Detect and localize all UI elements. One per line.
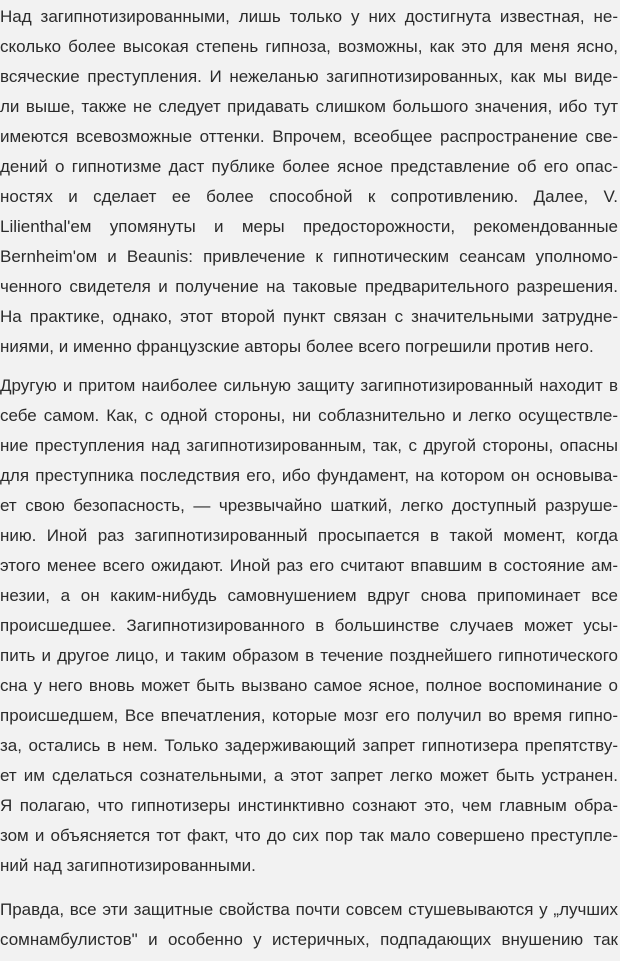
text-line: сомнамбулистов" и особенно у истеричных, подпадающих внушению так: [0, 930, 618, 949]
text-line: На практике, однако, этот второй пункт связан с значительными затрудне-: [0, 307, 618, 326]
text-line: ченного свидетеля и получение на таковые предварительного разрешения.: [0, 277, 618, 296]
text-line: сколько более высокая степень гипноза, возможны, как это для меня ясно,: [0, 37, 618, 56]
text-line: Над загипнотизированными, лишь только у них достигнута известная, не-: [0, 7, 618, 26]
text-line: для преступника последствия его, ибо фундамент, на котором он основыва-: [0, 466, 618, 485]
text-line: незии, а он каким-нибудь самовнушением вдруг снова припоминает все: [0, 586, 618, 605]
text-line: зом и объясняется тот факт, что до сих пор так мало совершено преступле-: [0, 826, 618, 845]
text-line: ний над загипнотизированными.: [0, 856, 256, 875]
text-line: Правда, все эти защитные свойства почти совсем стушевываются у „лучших: [0, 900, 618, 919]
text-line: сна у него вновь может быть вызвано самое ясное, полное воспоминание о: [0, 676, 618, 695]
text-line: ние преступления над загипнотизированным, так, с другой стороны, опасны: [0, 436, 618, 455]
text-line: за, остались в нем. Только задерживающий запрет гипнотизера препятству-: [0, 736, 618, 755]
text-line: Другую и притом наиболее сильную защиту загипнотизированный находит в: [0, 376, 618, 395]
text-line: себе самом. Как, с одной стороны, ни соблазнительно и легко осуществле-: [0, 406, 618, 425]
text-line: Я полагаю, что гипнотизеры инстинктивно сознают это, чем главным обра-: [0, 796, 618, 815]
text-line: нию. Иной раз загипнотизированный просыпается в такой момент, когда: [0, 526, 618, 545]
text-line: этого менее всего ожидают. Иной раз его считают впавшим в состояние ам-: [0, 556, 618, 575]
text-line: ностях и сделает ее более способной к сопротивлению. Далее, V.: [0, 187, 618, 206]
text-line: пить и другое лицо, и таким образом в течение позднейшего гипнотического: [0, 646, 618, 665]
text-line: всяческие преступления. И нежеланью загипнотизированных, как мы виде-: [0, 67, 618, 86]
text-line: ет свою безопасность, — чрезвычайно шаткий, легко доступный разруше-: [0, 496, 618, 515]
text-line: ет им сделаться сознательными, а этот запрет легко может быть устранен.: [0, 766, 618, 785]
text-line: происшедшее. Загипнотизированного в большинстве случаев может усы-: [0, 616, 618, 635]
text-line: Lilienthal'ем упомянуты и меры предосторожности, рекомендованные: [0, 217, 618, 236]
text-line: ниями, и именно французские авторы более всего погрешили против него.: [0, 337, 594, 356]
text-line: имеются всевозможные оттенки. Впрочем, всеобщее распространение све-: [0, 127, 618, 146]
text-line: происшедшем, Все впечатления, которые мозг его получил во время гипно-: [0, 706, 618, 725]
text-line: Bernheim'ом и Beaunis: привлечение к гипнотическим сеансам уполномо-: [0, 247, 618, 266]
text-line: дений о гипнотизме даст публике более ясное представление об его опас-: [0, 157, 618, 176]
text-line: ли выше, также не следует придавать слишком большого значения, ибо тут: [0, 97, 618, 116]
